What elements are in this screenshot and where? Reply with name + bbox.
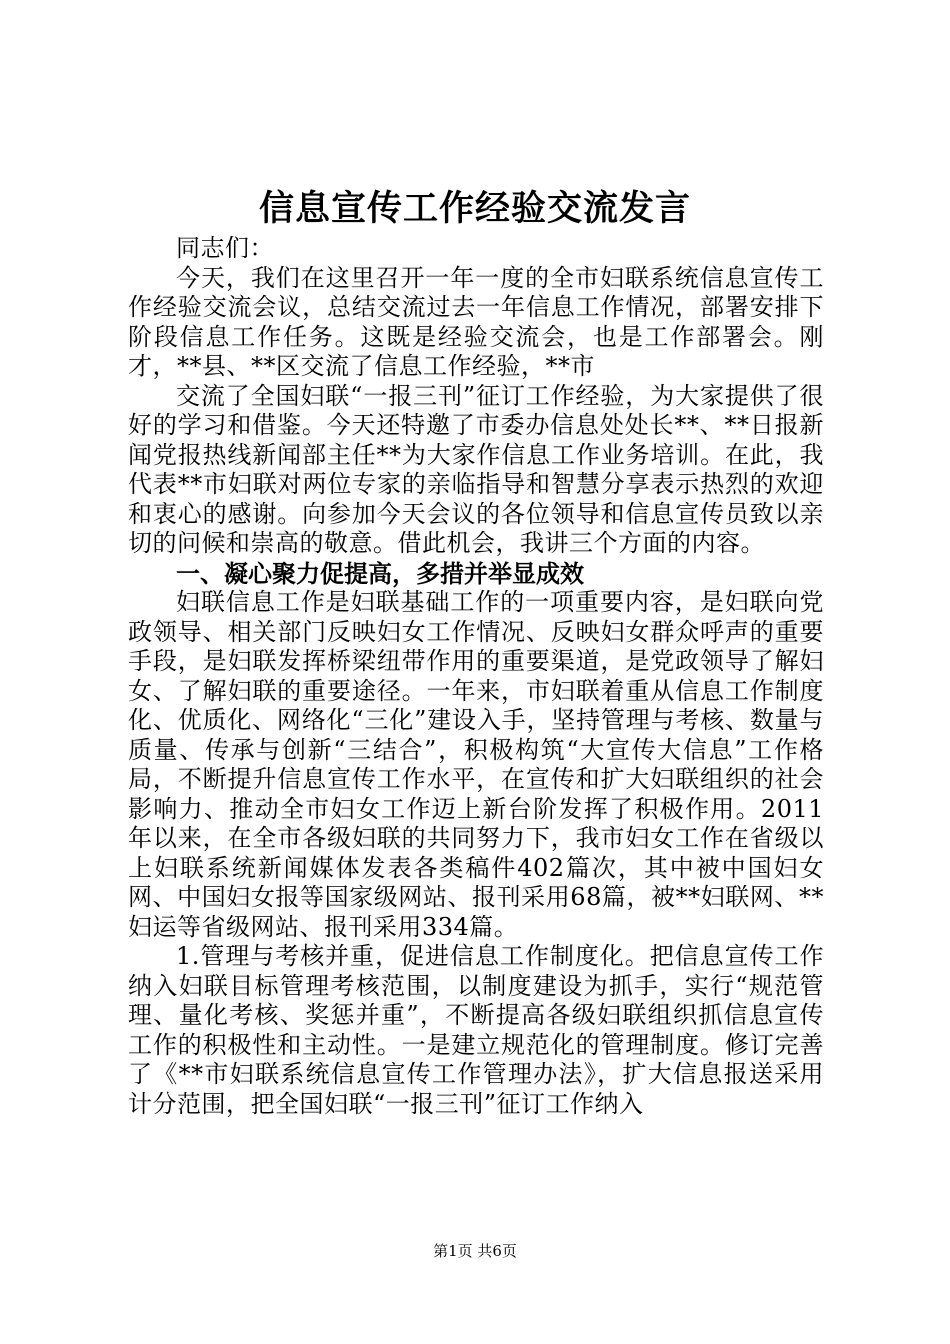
paragraph-thanks: 交流了全国妇联“一报三刊”征订工作经验，为大家提供了很好的学习和借鉴。今天还特邀了市委办信息处处长**、**日报新闻党报热线新闻部主任**为大家作信息工作业务培训。在此，我代表**市妇联对两位专家的亲临指导和智慧分享表示热烈的欢迎和衷心的感谢。向参加今天会议的各位领导和信息宣传员致以亲切的问候和崇高的敬意。借此机会，我讲三个方面的内容。	[128, 381, 824, 557]
section-heading: 一、凝心聚力促提高，多措并举显成效	[176, 558, 584, 588]
document-body	[128, 234, 824, 1119]
document-title: 信息宣传工作经验交流发言	[258, 188, 691, 229]
paragraph-section-intro: 妇联信息工作是妇联基础工作的一项重要内容，是妇联向党政领导、相关部门反映妇女工作情况、反映妇女群众呼声的重要手段，是妇联发挥桥梁纽带作用的重要渠道，是党政领导了解妇女、了解妇联的重要途径。一年来，市妇联着重从信息工作制度化、优质化、网络化“三化”建设入手，坚持管理与考核、数量与质量、传承与创新“三结合”，积极构筑“大宣传大信息”工作格局，不断提升信息宣传工作水平，在宣传和扩大妇联组织的社会影响力、推动全市妇女工作迈上新台阶发挥了积极作用。2011年以来，在全市各级妇联的共同努力下，我市妇女工作在省级以上妇联系统新闻媒体发表各类稿件402篇次，其中被中国妇女网、中国妇女报等国家级网站、报刊采用68篇，被**妇联网、**妇运等省级网站、报刊采用334篇。	[128, 588, 824, 941]
salutation: 同志们：	[176, 234, 274, 262]
paragraph-opening: 今天，我们在这里召开一年一度的全市妇联系统信息宣传工作经验交流会议，总结交流过去一年信息工作情况，部署安排下阶段信息工作任务。这既是经验交流会，也是工作部署会。刚才，**县、**区交流了信息工作经验，**市	[128, 263, 824, 380]
page-number-footer: 第1页 共6页	[433, 1242, 517, 1260]
paragraph-section-point-1: 1.管理与考核并重，促进信息工作制度化。把信息宣传工作纳入妇联目标管理考核范围，以制度建设为抓手，实行“规范管理、量化考核、奖惩并重”，不断提高各级妇联组织抓信息宣传工作的积极性和主动性。一是建立规范化的管理制度。修订完善了《**市妇联系统信息宣传工作管理办法》，扩大信息报送采用计分范围，把全国妇联“一报三刊”征订工作纳入	[128, 942, 824, 1118]
